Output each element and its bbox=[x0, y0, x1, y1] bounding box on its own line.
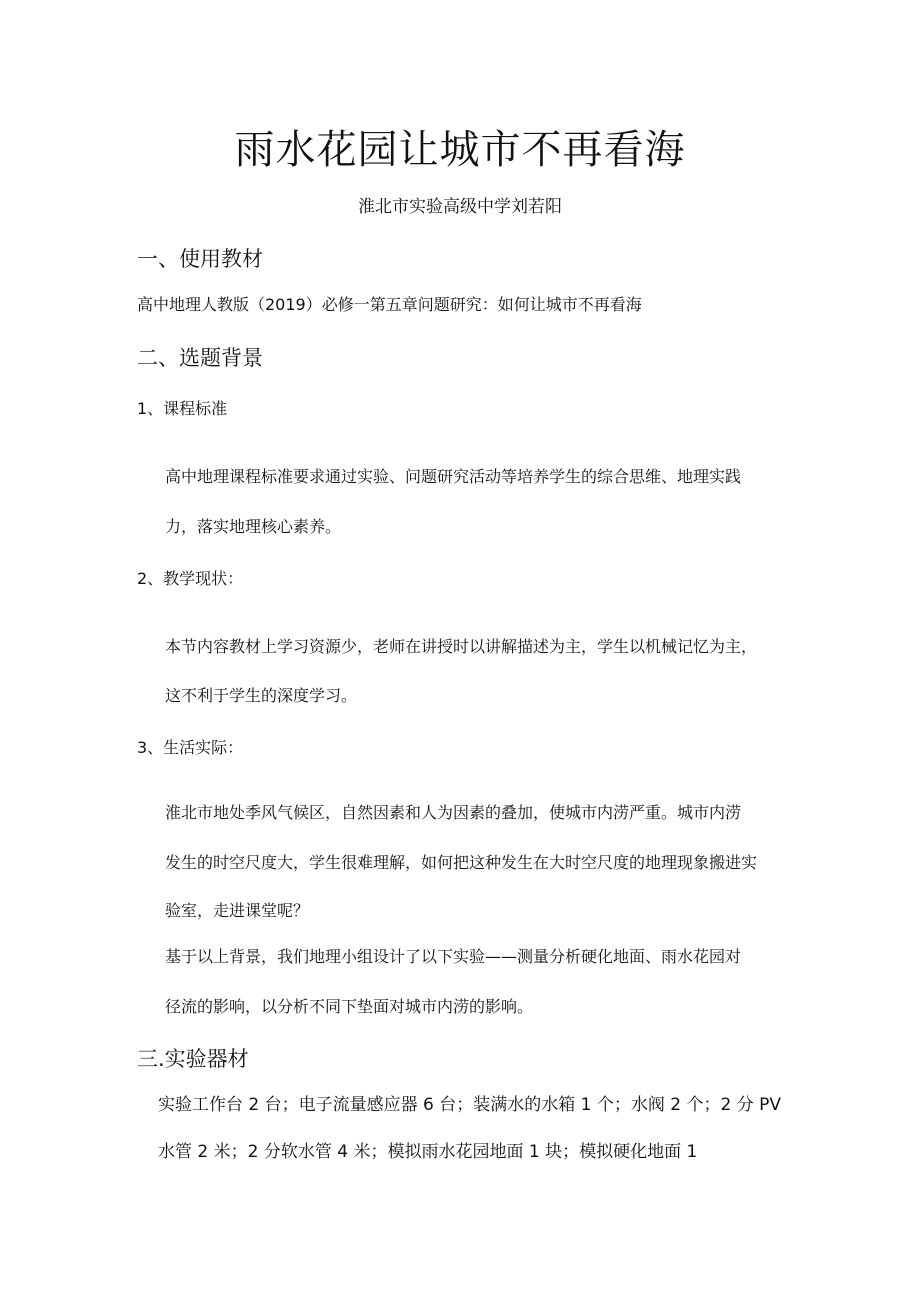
equipment-line: 水管 2 米；2 分软水管 4 米；模拟雨水花园地面 1 块；模拟硬化地面 1 bbox=[158, 1142, 698, 1162]
paragraph-line: 基于以上背景，我们地理小组设计了以下实验——测量分析硬化地面、雨水花园对 bbox=[165, 947, 742, 966]
section-heading-materials: 一、使用教材 bbox=[137, 247, 263, 271]
paragraph-line: 径流的影响，以分析不同下垫面对城市内涝的影响。 bbox=[165, 997, 534, 1016]
paragraph-line: 本节内容教材上学习资源少，老师在讲授时以讲解描述为主，学生以机械记忆为主， bbox=[165, 637, 758, 656]
paragraph-line: 力，落实地理核心素养。 bbox=[165, 517, 342, 536]
paragraph-line: 高中地理课程标准要求通过实验、问题研究活动等培养学生的综合思维、地理实践 bbox=[165, 467, 742, 486]
paragraph-line: 验室，走进课堂呢？ bbox=[165, 901, 310, 920]
subheading-teaching-status: 2、教学现状： bbox=[137, 569, 244, 588]
equipment-line: 实验工作台 2 台；电子流量感应器 6 台；装满水的水箱 1 个；水阀 2 个；2 分 PV bbox=[158, 1095, 781, 1115]
paragraph-line: 淮北市地处季风气候区，自然因素和人为因素的叠加，使城市内涝严重。城市内涝 bbox=[165, 803, 742, 822]
textbook-line: 高中地理人教版（2019）必修一第五章问题研究：如何让城市不再看海 bbox=[137, 295, 642, 314]
paragraph-line: 这不利于学生的深度学习。 bbox=[165, 686, 358, 705]
section-heading-background: 二、选题背景 bbox=[137, 346, 263, 370]
section-heading-equipment: 三.实验器材 bbox=[137, 1047, 249, 1071]
subheading-real-life: 3、生活实际： bbox=[137, 738, 244, 757]
page-title: 雨水花园让城市不再看海 bbox=[234, 127, 686, 173]
paragraph-line: 发生的时空尺度大，学生很难理解，如何把这种发生在大时空尺度的地理现象搬进实 bbox=[165, 853, 758, 872]
subheading-curriculum: 1、课程标准 bbox=[137, 399, 228, 418]
author-line: 淮北市实验高级中学刘若阳 bbox=[358, 197, 562, 217]
